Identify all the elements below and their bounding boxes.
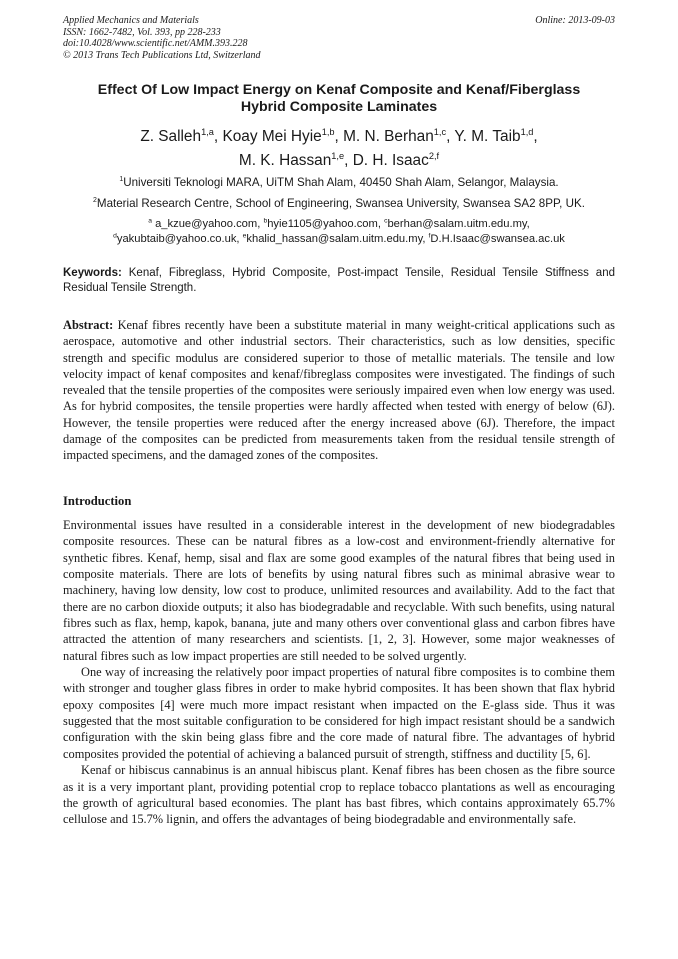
author-separator: , xyxy=(446,128,455,145)
title-line-2: Hybrid Composite Laminates xyxy=(240,99,438,115)
keywords-text: Kenaf, Fibreglass, Hybrid Composite, Post-impact Tensile, Residual Tensile Stiffness and Residual Tensile Strength. xyxy=(63,267,615,294)
journal-issn: ISSN: 1662-7482, Vol. 393, pp 228-233 xyxy=(63,26,221,38)
affiliation-mark: 2 xyxy=(93,197,97,205)
author-line-2 xyxy=(40,149,638,173)
body-paragraph: One way of increasing the relatively poor impact properties of natural fibre composites is to combine them with stronger and tougher glass fibres in order to make hybrid composites. It has been shown that flax hybrid epoxy composites [4] were much more impact resistant when impacted on the E-glass side. Thus it was suggested that the most suitable configuration to be considered for high impact resistant should be a sandwich configuration with the skin being glass fibre and the core made of natural fibre. The advantages of hybrid composites provided the potential of achieving a balanced pursuit of strength, stiffness and ductility [5, 6]. xyxy=(63,665,615,761)
email-link[interactable]: a_kzue@yahoo.com, xyxy=(155,218,261,230)
journal-name: Applied Mechanics and Materials xyxy=(63,15,199,26)
author-separator: , xyxy=(533,128,538,145)
body-paragraph: Environmental issues have resulted in a considerable interest in the development of new biodegradables composite resources. These can be natural fibres as a low-cost and environment-friendly alternative for synthetic fibres. Kenaf, hemp, sisal and flax are some good examples of the natural fibres that being used in composite materials. There are lots of benefits by using natural fibres such as minimal abrasive wear to machinery, having low density, low cost to produce, unlimited resources and availability. Add to the fact that there are no carbon dioxide outputs; it also has biodegradable and recyclable. With such benefits, using natural fibres such as flax, hemp, kapok, banana, jute and many others over conventional glass and carbon fibres have attracted the attention of many researchers and scientists. [1, 2, 3]. However, some major weaknesses of natural fibres such as low impact properties are still needed to be solved urgently. xyxy=(63,518,615,663)
email-link[interactable]: hyie1105@yahoo.com, xyxy=(267,218,381,230)
abstract-label: Abstract: xyxy=(63,318,114,332)
online-date: Online: 2013-09-03 xyxy=(535,15,615,26)
author-name: M. K. Hassan xyxy=(238,152,332,169)
body-paragraph: Kenaf or hibiscus cannabinus is an annual hibiscus plant. Kenaf fibres has been chosen as the fibre source as it is a very important plant, providing potential crop to replace tobacco plantations as well as encouraging the growth of agricultural based economies. The plant has bast fibres, which contains approximately 65.7% cellulose and 15.7% lignin, and offers the advantages of being biodegradable and environmentally safe. xyxy=(63,763,615,827)
keywords-label: Keywords: xyxy=(63,267,122,279)
paper-title xyxy=(50,82,628,116)
author-separator: , xyxy=(334,128,344,145)
email-link[interactable]: D.H.Isaac@swansea.ac.uk xyxy=(430,232,565,245)
abstract-text: Kenaf fibres recently have been a substitute material in many weight-critical applications such as aerospace, automotive and other industrial sectors. Their characteristics, such as low densities, specific strength and specific modulus are considered superior to those of metallic materials. The tensile and low velocity impact of kenaf composites and kenaf/fibreglass composites were investigated. The findings of such revealed that the tensile properties of the composites were seriously impaired even when low energy was used. As for hybrid composites, the tensile properties were hardly affected when tested with energy of below (6J). However, the tensile properties were reduced after the energy increased above (6J). Therefore, the impact damage of the composites can be predicted from measurements taken from the residual tensile strength of impacted specimens, and the damaged zones of the composites. xyxy=(63,318,615,463)
author-affiliation-mark: 1,e xyxy=(331,150,345,161)
affiliation-2 xyxy=(40,197,638,211)
journal-doi: doi:10.4028/www.scientific.net/AMM.393.228 xyxy=(63,38,248,49)
author-affiliation-mark: 1,c xyxy=(433,126,447,137)
email-mark: f xyxy=(428,231,431,239)
author-name: Koay Mei Hyie xyxy=(222,128,322,145)
author-separator: , xyxy=(344,152,353,169)
affiliation-text: Material Research Centre, School of Engineering, Swansea University, Swansea SA2 8PP, UK. xyxy=(96,197,585,210)
author-list xyxy=(40,125,638,173)
journal-header xyxy=(63,15,615,61)
affiliation-1 xyxy=(40,176,638,190)
affiliation-mark: 1 xyxy=(119,176,124,184)
email-link[interactable]: khalid_hassan@salam.uitm.edu.my, xyxy=(246,232,426,245)
author-affiliation-mark: 1,b xyxy=(321,126,335,137)
author-name: D. H. Isaac xyxy=(352,152,429,169)
author-line-1 xyxy=(40,125,638,149)
author-separator: , xyxy=(213,128,223,145)
abstract-block xyxy=(63,317,615,464)
journal-copyright: © 2013 Trans Tech Publications Ltd, Switzerland xyxy=(63,49,261,61)
author-affiliation-mark: 2,f xyxy=(428,150,440,161)
email-row-2 xyxy=(40,232,638,247)
email-mark: c xyxy=(384,217,388,225)
author-name: Z. Salleh xyxy=(140,128,202,145)
section-heading-introduction: Introduction xyxy=(63,494,132,508)
author-emails xyxy=(40,217,638,246)
introduction-body xyxy=(63,517,615,828)
email-mark: a xyxy=(148,217,152,225)
title-line-1: Effect Of Low Impact Energy on Kenaf Composite and Kenaf/Fiberglass xyxy=(97,82,581,98)
email-mark: d xyxy=(113,231,117,239)
author-name: Y. M. Taib xyxy=(454,128,521,145)
keywords-block xyxy=(63,266,615,295)
affiliation-text: Universiti Teknologi MARA, UiTM Shah Alam, 40450 Shah Alam, Selangor, Malaysia. xyxy=(123,176,559,189)
email-row-1 xyxy=(40,217,638,232)
email-link[interactable]: yakubtaib@yahoo.co.uk, xyxy=(116,232,240,245)
email-link[interactable]: berhan@salam.uitm.edu.my, xyxy=(387,218,530,230)
author-affiliation-mark: 1,a xyxy=(201,126,214,137)
email-mark: b xyxy=(263,217,268,225)
email-mark: e xyxy=(242,231,247,239)
author-affiliation-mark: 1,d xyxy=(520,126,534,137)
author-name: M. N. Berhan xyxy=(343,128,434,145)
